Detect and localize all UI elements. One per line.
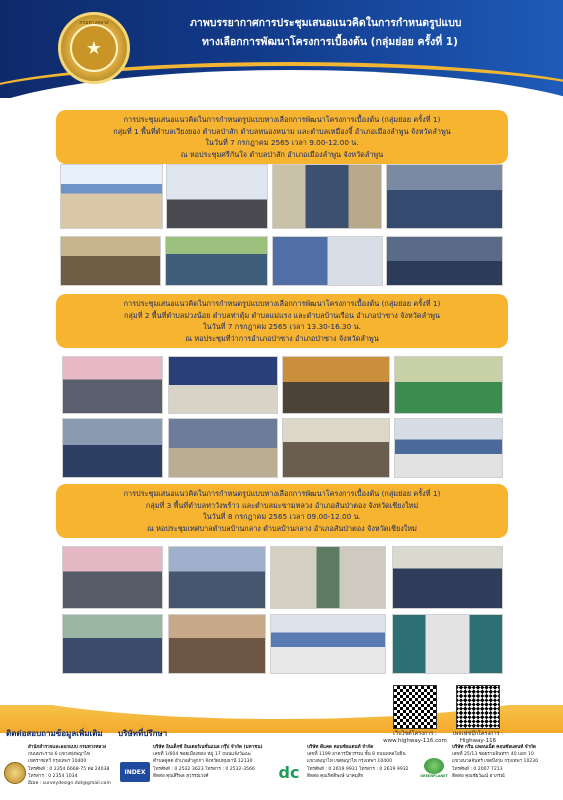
meeting-photo [270, 614, 386, 674]
consultant-index-contact: บริษัท อินเด็กซ์ อินเตอร์เนชั่นแนล กรุ๊ป จำกัด (มหาชน) เลขที่ 1/604 ซอยเมืองทอง หมู่ 17 ถนนแจ้งวัฒนะ ตำบลคูคต อำเภอลำลูกกา จังหวัดปทุมธานี 12130 โทรศัพท์ : 0 2532 3623 โทรสาร : 0 2532-3566 ติดต่อ คุณสิริพล สุวรรณวงศ์ [153, 745, 263, 779]
meeting-photo [272, 164, 382, 229]
green-planet-logo: GREENPLANET [420, 758, 448, 784]
department-seal-logo: กรมทางหลวง ★ [58, 12, 130, 84]
meeting-photo [392, 614, 503, 674]
consultant-greenplanet-contact: บริษัท กรีน แพลนเน็ต คอนซัลแตนท์ จำกัด เลขที่ 25/13 ซอยรามอินทรา 40 แยก 10 แขวงนวลจันทร์ เขตบึงกุ่ม กรุงเทพฯ 10230 โทรศัพท์ : 0 2007 7213 ติดต่อ คุณชัยวัฒน์ อาภรณ์ [452, 745, 539, 779]
section-banner-group-3: การประชุมเสนอแนวคิดในการกำหนดรูปแบบทางเลือกการพัฒนาโครงการเบื้องต้น (กลุ่มย่อย ครั้งที่ 1) กลุ่มที่ 3 พื้นที่ตำบลท่าวังพร้าว และตำบลมะขามหลวง อำเภอสันป่าตอง จังหวัดเชียงใหม่ ในวันที่ 8 กรกฎาคม 2565 เวลา 09.00-12.00 น. ณ หอประชุมเทศบาลตำบลบ้านกลาง ตำบลบ้านกลาง อำเภอสันป่าตอง จังหวัดเชียงใหม่ [56, 484, 508, 538]
meeting-photo [60, 236, 161, 286]
meeting-photo [392, 546, 503, 609]
page-title [190, 14, 550, 52]
meeting-photo [165, 236, 268, 286]
meeting-photo [62, 418, 163, 478]
meeting-photo [394, 418, 503, 478]
meeting-photo [386, 164, 503, 229]
meeting-photo [168, 614, 266, 674]
consultant-dcad-contact: บริษัท ดีแคด คอนซัลแตนท์ จำกัด เลขที่ 1199 อาคารปิยวรรณ ชั้น 8 ถนนพหลโยธิน แขวงพญาไท เขตพญาไท กรุงเทพฯ 10400 โทรศัพท์ : 0 2619 9931 โทรสาร : 0 2619 9932 ติดต่อ คุณกิตติพงษ์ นาคมุสิก [307, 745, 409, 779]
meeting-photo [394, 356, 503, 414]
meeting-photo [168, 356, 278, 414]
meeting-photo [62, 356, 163, 414]
meeting-photo [168, 418, 278, 478]
meeting-photo [62, 546, 163, 609]
meeting-photo [168, 546, 266, 609]
meeting-photo [386, 236, 503, 286]
meeting-photo [62, 614, 163, 674]
facebook-caption: เพจเฟซบุ๊กโครงการ : Highway-116 [452, 731, 504, 744]
meeting-photo [60, 164, 163, 229]
index-logo: INDEX [120, 762, 150, 782]
meeting-photo [282, 418, 390, 478]
meeting-photo [282, 356, 390, 414]
facebook-qr-code[interactable] [456, 685, 500, 729]
department-contact: สำนักสำรวจและออกแบบ กรมทางหลวง ถนนพระราม 6 แขวงทุ่งพญาไท เขตราชเทวี กรุงเทพฯ 10400 โทรศัพท์ : 0 2354 6668-75 ต่อ 24038 โทรสาร : 0 2354 1034 อีเมล : surveydesign.dot@gmail.com [28, 745, 111, 787]
department-small-logo [4, 762, 26, 784]
dcad-logo: dc [278, 763, 300, 782]
consultant-heading: บริษัทที่ปรึกษา [118, 729, 168, 738]
title-line-1: ภาพบรรยากาศการประชุมเสนอแนวคิดในการกำหนดรูปแบบ [190, 17, 462, 29]
website-qr-code[interactable] [393, 685, 437, 729]
section-banner-group-2: การประชุมเสนอแนวคิดในการกำหนดรูปแบบทางเลือกการพัฒนาโครงการเบื้องต้น (กลุ่มย่อย ครั้งที่ 1) กลุ่มที่ 2 พื้นที่ตำบลม่วงน้อย ตำบลท่าตุ้ม ตำบลแม่แรง และตำบลบ้านเรือน อำเภอป่าซาง จังหวัดลำพูน ในวันที่ 7 กรกฎาคม 2565 เวลา 13.30-16.30 น. ณ หอประชุมที่ว่าการอำเภอป่าซาง อำเภอป่าซาง จังหวัดลำพูน [56, 294, 508, 348]
meeting-photo [272, 236, 383, 286]
title-line-2: ทางเลือกการพัฒนาโครงการเบื้องต้น (กลุ่มย่อย ครั้งที่ 1) [202, 36, 458, 48]
meeting-photo [166, 164, 268, 229]
meeting-photo [270, 546, 386, 609]
section-banner-group-1: การประชุมเสนอแนวคิดในการกำหนดรูปแบบทางเลือกการพัฒนาโครงการเบื้องต้น (กลุ่มย่อย ครั้งที่ 1) กลุ่มที่ 1 พื้นที่ตำบลเวียงยอง ตำบลป่าสัก ตำบลหนองหนาม และตำบลเหมืองจี้ อำเภอเมืองลำพูน จังหวัดลำพูน ในวันที่ 7 กรกฎาคม 2565 เวลา 9.00-12.00 น. ณ หอประชุมศรีกันใจ ตำบลป่าสัก อำเภอเมืองลำพูน จังหวัดลำพูน [56, 110, 508, 164]
contact-heading: ติดต่อสอบถามข้อมูลเพิ่มเติม [6, 729, 103, 738]
website-caption: เว็บไซต์โครงการ : www.highway-116.com [383, 731, 447, 744]
